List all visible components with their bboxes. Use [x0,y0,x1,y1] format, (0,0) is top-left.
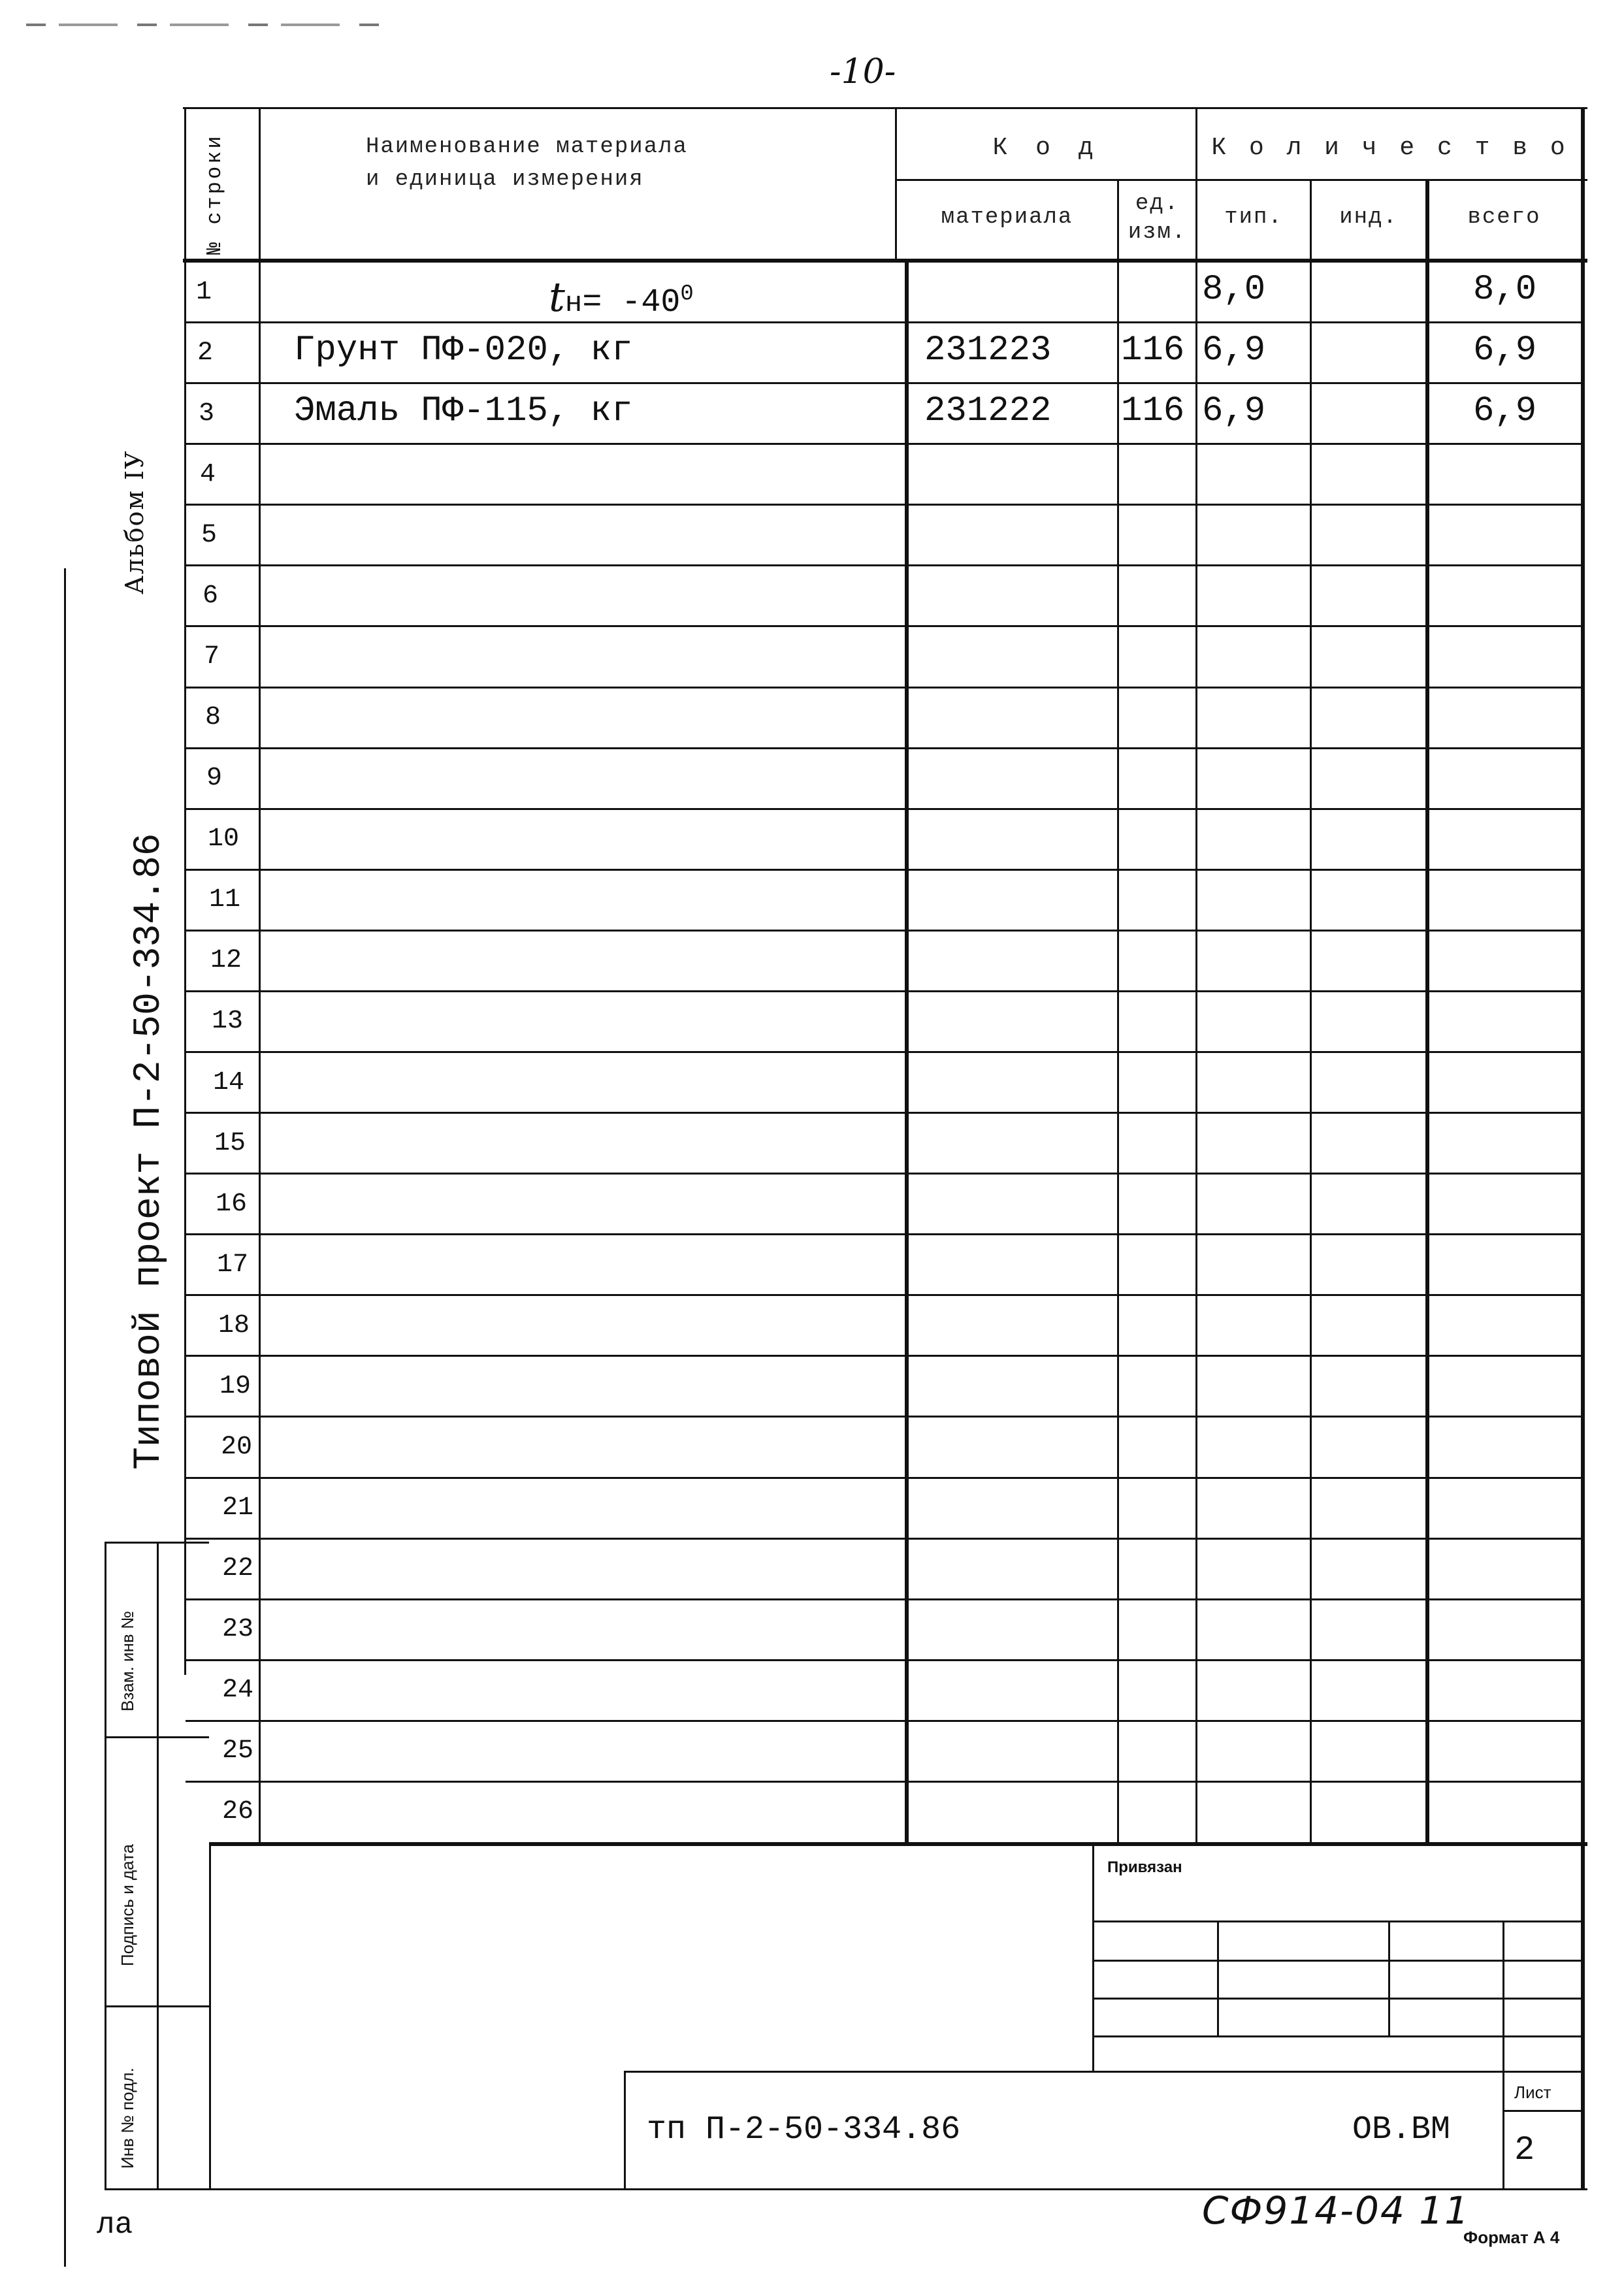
row-line [186,1538,1583,1540]
row-qty-type: 6,9 [1202,391,1266,431]
row-number: 18 [218,1310,250,1340]
row-name: Грунт ПФ-020, кг [294,330,633,370]
row-number: 17 [217,1250,249,1280]
row-number: 26 [222,1797,254,1827]
row-qty-total: 6,9 [1473,330,1537,370]
row-number: 3 [199,398,215,429]
row-line [186,443,1583,445]
header-code: К о д [992,134,1100,162]
row-line [186,1416,1583,1418]
col-line-5 [1310,179,1312,1845]
tb-grid-line-1 [1092,1960,1582,1962]
row-number: 22 [222,1554,254,1584]
tb-grid-v1 [1217,1920,1219,2035]
row-qty-total: 8,0 [1473,269,1537,310]
col-line-0 [184,107,186,1675]
table-top [183,107,1587,109]
row-number: 6 [203,581,219,611]
strip-right [209,1842,211,2190]
temp-degree: 0 [680,282,694,307]
temp-symbol: t [549,273,565,321]
footer-left: ла [97,2208,133,2242]
row-line [186,1355,1583,1357]
row-qty-type: 8,0 [1202,269,1266,310]
row-number: 10 [208,824,240,854]
row-number: 20 [221,1433,253,1462]
row-line [186,1659,1583,1661]
row-line [186,1781,1583,1783]
tb-grid-line-3 [1092,2035,1582,2037]
row-line [186,687,1583,689]
margin-line [64,568,66,2267]
side-project-label: Типовой проект П-2-50-334.86 [128,833,171,1470]
tb-privyazan-line [1092,1920,1582,1922]
header-qty-type: тип. [1224,205,1283,230]
col-line-3 [1117,179,1119,1845]
row-number: 21 [222,1493,254,1523]
strip-left [105,1542,106,2190]
row-line [186,1051,1583,1053]
row-number: 16 [216,1189,248,1219]
row-line [186,625,1583,627]
tb-doc-top [624,2071,1582,2073]
row-number: 19 [219,1371,252,1401]
table-bottom [209,1842,1587,1846]
col-line-6 [1425,179,1429,1845]
row-number: 11 [209,885,241,915]
col-line-2 [895,107,897,261]
row-line [186,1720,1583,1722]
row-number: 5 [201,520,218,550]
footer-code: СФ914-04 11 [1202,2188,1470,2233]
row-name: Эмаль ПФ-115, кг [294,391,633,431]
col-line-1 [259,107,261,1845]
row-unit-code: 116 [1121,330,1185,370]
row-number: 25 [222,1736,254,1766]
temp-sub: н [564,287,583,320]
row-qty-total: 6,9 [1473,391,1537,431]
tb-doc-left [624,2071,626,2190]
row-material-code: 231223 [924,330,1052,370]
header-code-material: материала [941,205,1073,230]
header-bottom [183,259,1587,263]
row-qty-type: 6,9 [1202,330,1266,370]
row-number: 1 [196,277,212,307]
col-line-7 [1581,107,1585,1845]
row-number: 23 [222,1615,254,1645]
row-line [186,382,1583,384]
row-line [186,808,1583,810]
strip-mid [157,1542,159,2190]
row-line [186,1598,1583,1600]
strip-inv: Инв № подл. [118,2067,137,2169]
doc-code: ОВ.ВМ [1352,2111,1451,2148]
row-number: 2 [197,338,214,368]
row-line [186,321,1583,323]
col-line-4 [1195,107,1197,1845]
row-line [186,504,1583,506]
row-line [186,1173,1583,1175]
row-number: 12 [210,946,242,976]
strip-podpis: Подпись и дата [118,1843,137,1966]
sheet-label: Лист [1514,2082,1551,2102]
row-number: 14 [213,1067,245,1097]
sheet-number: 2 [1514,2131,1535,2169]
row-number: 9 [206,764,223,794]
page-number: -10- [830,52,896,91]
header-row-no: № строки [203,133,227,255]
top-scan-mark [26,24,392,26]
tb-grid-v2 [1388,1920,1390,2035]
row-number: 15 [214,1128,246,1158]
tb-grid-v3 [1502,1920,1504,2190]
temp-value: = -40 [582,284,681,321]
row-line [186,869,1583,871]
row-line [186,1233,1583,1235]
row-number: 7 [204,642,220,672]
row-material-code: 231222 [924,391,1052,431]
row-line [186,1477,1583,1479]
row-line [186,1294,1583,1296]
row-line [186,747,1583,749]
row-line [186,564,1583,566]
privyazan-label: Привязан [1107,1858,1182,1876]
row-number: 4 [200,459,216,489]
header-quantity: К о л и ч е с т в о [1211,134,1569,162]
format-label: Формат А 4 [1463,2228,1560,2247]
row-line [186,930,1583,932]
side-album-label: Альбом IУ [120,449,149,594]
row-line [186,1112,1583,1114]
header-name: Наименование материала и единица измерения [366,135,688,192]
tb-right [1581,1842,1585,2190]
subheader-line [895,179,1587,181]
header-code-unit: ед. изм. [1128,191,1187,245]
strip-vzam: Взам. инв № [118,1611,137,1711]
row-number: 24 [222,1676,254,1706]
header-qty-total: всего [1467,205,1541,230]
row1-temperature [549,273,694,321]
row-number: 13 [212,1007,244,1037]
tb-list-line [1502,2110,1582,2112]
row-number: 8 [205,703,221,733]
row-unit-code: 116 [1121,391,1185,431]
tb-grid-line-2 [1092,1998,1582,2000]
row-line [186,990,1583,992]
header-qty-ind: инд. [1339,205,1398,230]
doc-designation: тп П-2-50-334.86 [647,2111,961,2148]
